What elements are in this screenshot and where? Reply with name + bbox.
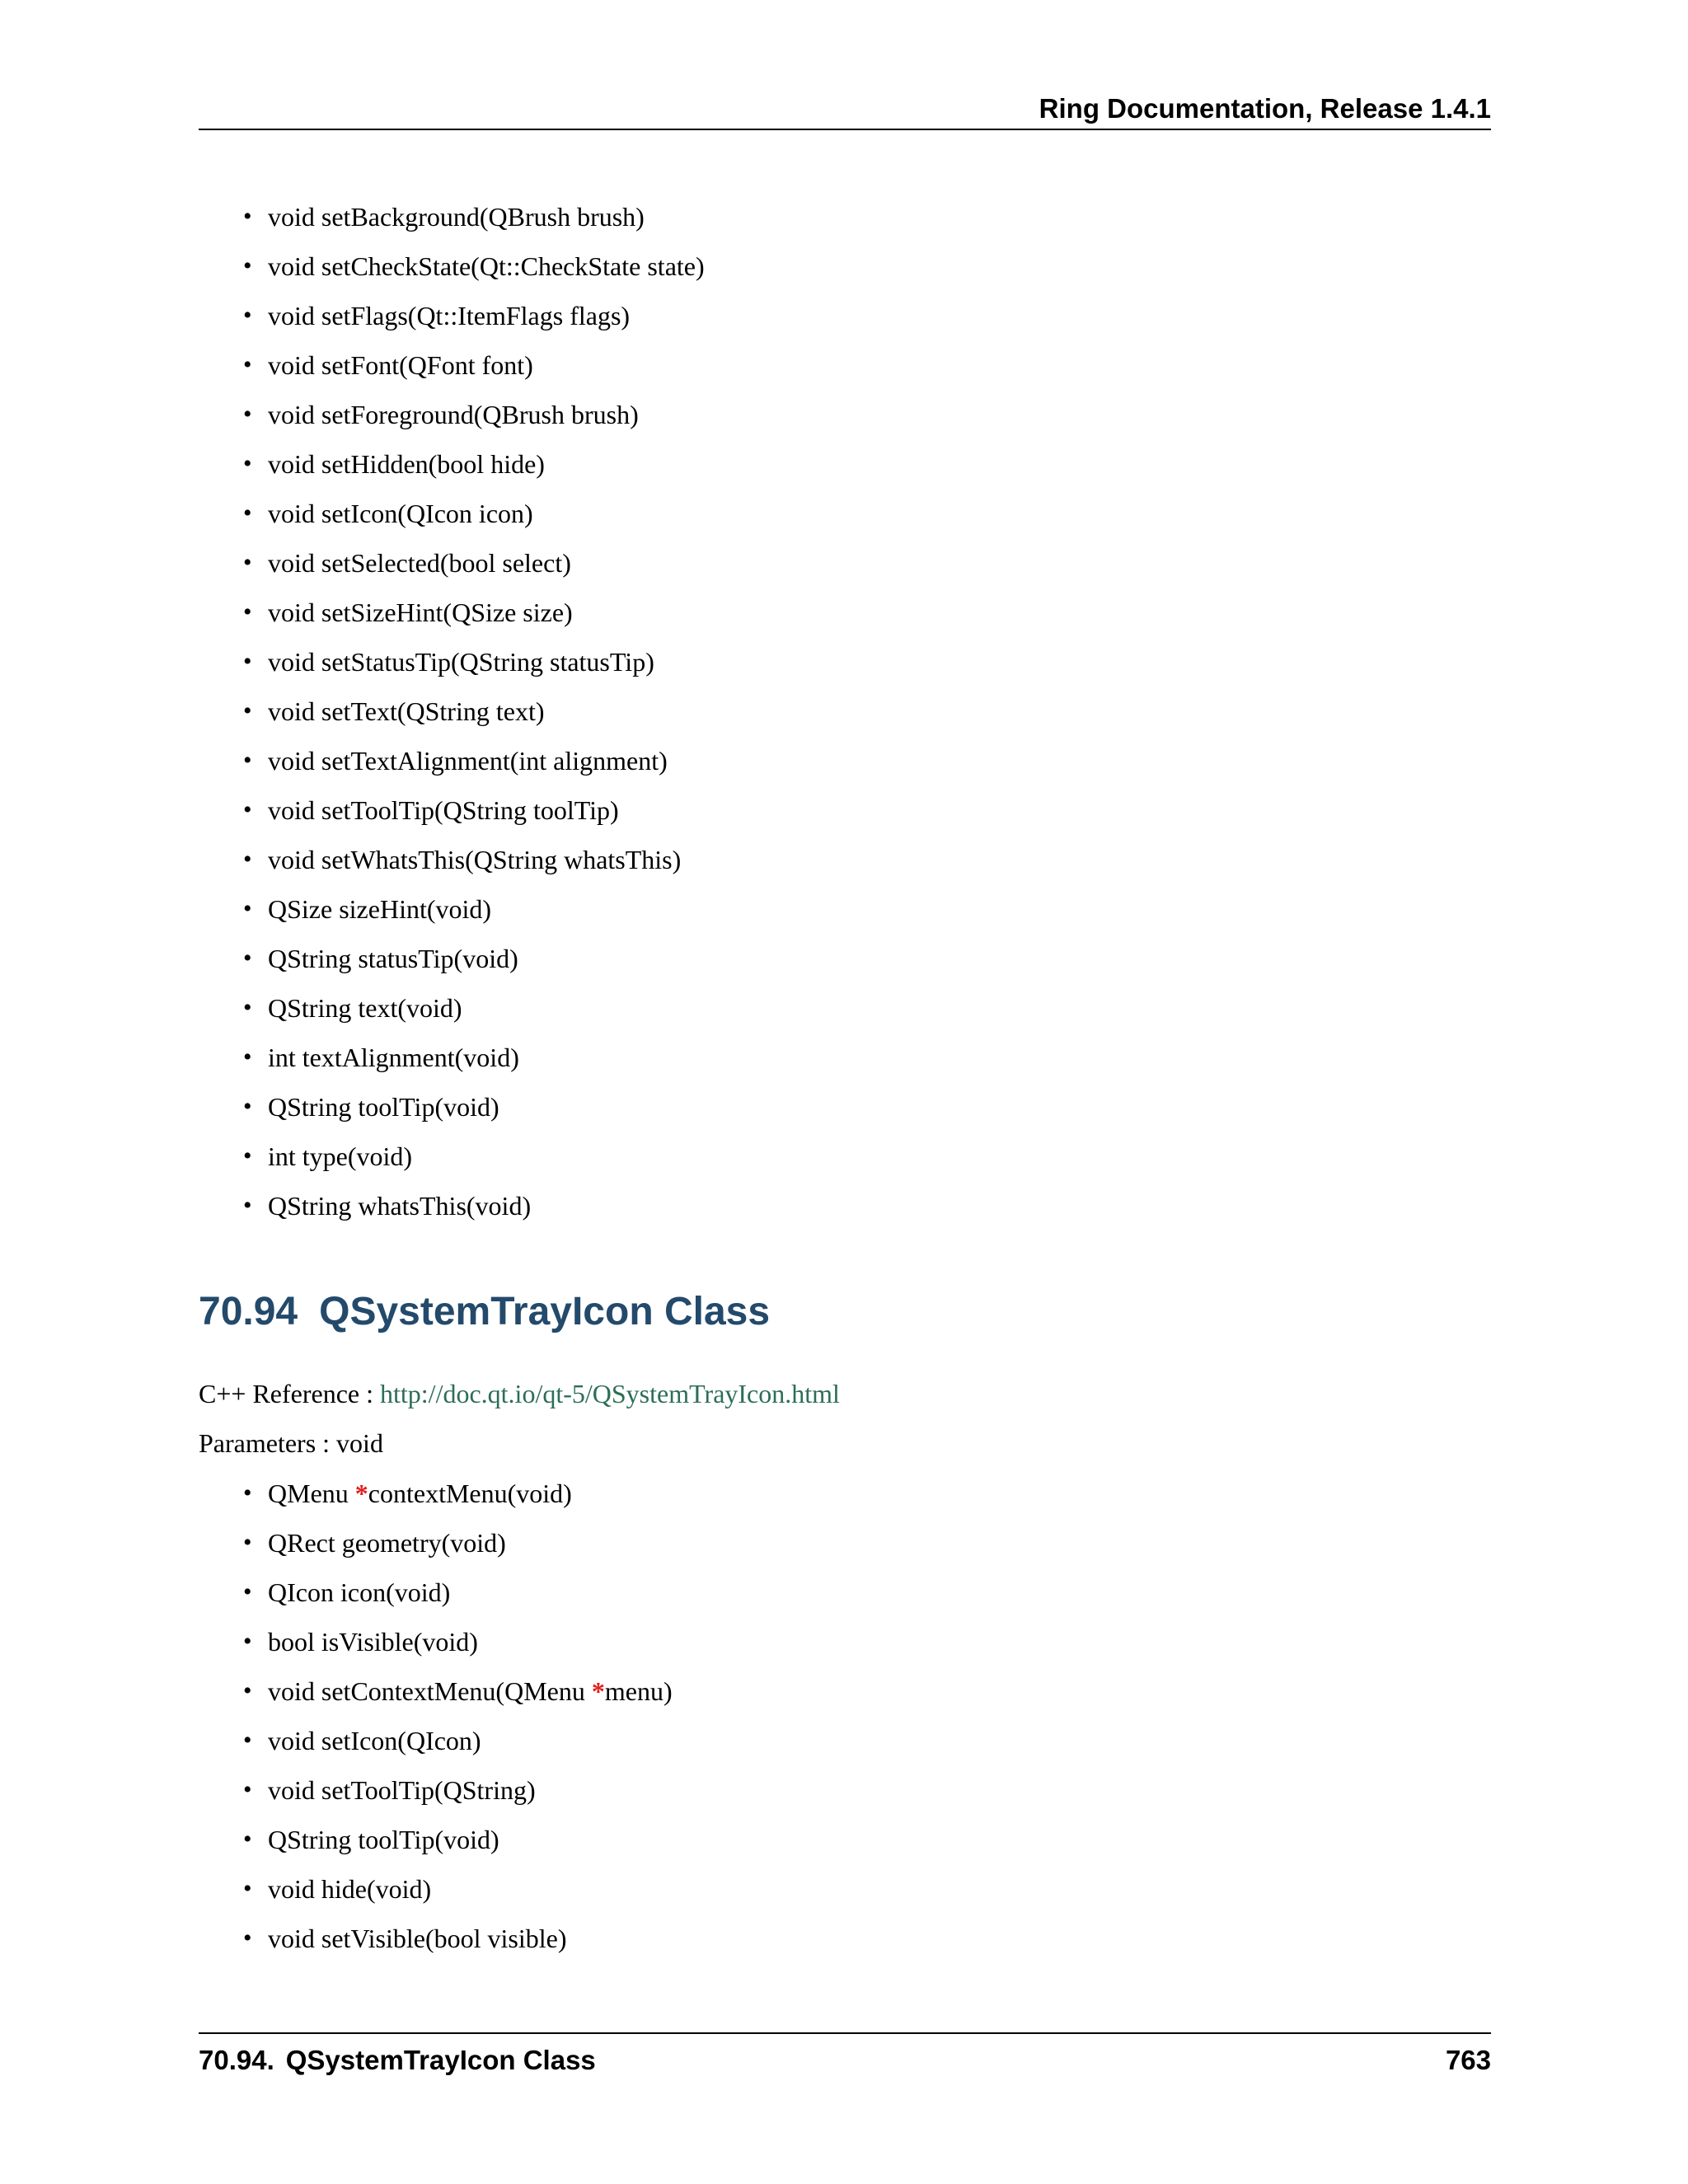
list-item: • void setToolTip(QString toolTip) [243, 785, 1397, 835]
bullet-icon: • [243, 994, 252, 1021]
page-footer [199, 2032, 1491, 2082]
footer-section-title [199, 2044, 596, 2077]
bullet-icon: • [243, 1825, 252, 1853]
bullet-icon: • [243, 648, 252, 675]
section-title: QSystemTrayIcon Class [319, 1290, 771, 1333]
bullet-icon: • [243, 499, 252, 527]
list-item: • void setSizeHint(QSize size) [243, 588, 1397, 637]
bullet-icon: • [243, 846, 252, 873]
list-item: • QString text(void) [243, 983, 1397, 1033]
list-item: • QSize sizeHint(void) [243, 884, 1397, 934]
list-item: • QString toolTip(void) [243, 1815, 1397, 1864]
footer-section-number: 70.94. [199, 2045, 274, 2075]
bullet-icon: • [243, 1192, 252, 1219]
section-heading [199, 1283, 770, 1341]
list-item: • void setFont(QFont font) [243, 340, 1397, 390]
list-item: • void setIcon(QIcon) [243, 1716, 1397, 1765]
list-item: • int type(void) [243, 1132, 1397, 1181]
bullet-icon: • [243, 1924, 252, 1952]
bullet-icon: • [243, 351, 252, 378]
bullet-icon: • [243, 895, 252, 922]
method-list-qsystemtrayicon [243, 1469, 1397, 1963]
list-item: • void setForeground(QBrush brush) [243, 390, 1397, 439]
bullet-icon: • [243, 302, 252, 329]
page-number: 763 [1445, 2045, 1491, 2075]
cpp-reference [199, 1369, 840, 1418]
bullet-icon: • [243, 549, 252, 576]
footer-section-name: QSystemTrayIcon Class [285, 2045, 596, 2075]
bullet-icon: • [243, 598, 252, 626]
page-header [199, 92, 1491, 130]
list-item: • void setBackground(QBrush brush) [243, 192, 1397, 241]
list-item: • int textAlignment(void) [243, 1033, 1397, 1082]
bullet-icon: • [243, 747, 252, 774]
bullet-icon: • [243, 1578, 252, 1605]
reference-link[interactable]: http://doc.qt.io/qt-5/QSystemTrayIcon.html [380, 1379, 840, 1408]
pointer-star: * [591, 1676, 605, 1706]
list-item: • void setContextMenu(QMenu *menu) [243, 1666, 1397, 1716]
list-item: • void setTextAlignment(int alignment) [243, 736, 1397, 785]
list-item: • void setWhatsThis(QString whatsThis) [243, 835, 1397, 884]
reference-label: C++ Reference : [199, 1379, 373, 1408]
list-item: • void setStatusTip(QString statusTip) [243, 637, 1397, 687]
document-title: Ring Documentation, Release 1.4.1 [1039, 93, 1491, 124]
bullet-icon: • [243, 1677, 252, 1704]
bullet-icon: • [243, 203, 252, 230]
list-item: • void setHidden(bool hide) [243, 439, 1397, 489]
list-item: • void hide(void) [243, 1864, 1397, 1914]
bullet-icon: • [243, 1628, 252, 1655]
bullet-icon: • [243, 1479, 252, 1507]
bullet-icon: • [243, 401, 252, 428]
list-item: • void setFlags(Qt::ItemFlags flags) [243, 291, 1397, 340]
list-item: • QString whatsThis(void) [243, 1181, 1397, 1230]
bullet-icon: • [243, 1142, 252, 1169]
bullet-icon: • [243, 1875, 252, 1902]
list-item: • void setToolTip(QString) [243, 1765, 1397, 1815]
bullet-icon: • [243, 1093, 252, 1120]
pointer-star: * [354, 1479, 368, 1508]
bullet-icon: • [243, 450, 252, 477]
method-list-continued [243, 192, 1397, 1230]
bullet-icon: • [243, 1727, 252, 1754]
list-item: • QString statusTip(void) [243, 934, 1397, 983]
bullet-icon: • [243, 697, 252, 724]
bullet-icon: • [243, 252, 252, 279]
bullet-icon: • [243, 1529, 252, 1556]
section-number: 70.94 [199, 1290, 298, 1333]
list-item: • void setIcon(QIcon icon) [243, 489, 1397, 538]
list-item: • void setVisible(bool visible) [243, 1914, 1397, 1963]
parameters-line: Parameters : void [199, 1428, 383, 1458]
list-item: • void setText(QString text) [243, 687, 1397, 736]
list-item: • void setCheckState(Qt::CheckState state) [243, 241, 1397, 291]
list-item: • QIcon icon(void) [243, 1568, 1397, 1617]
bullet-icon: • [243, 1776, 252, 1803]
bullet-icon: • [243, 944, 252, 972]
list-item: • void setSelected(bool select) [243, 538, 1397, 588]
bullet-icon: • [243, 796, 252, 823]
bullet-icon: • [243, 1043, 252, 1071]
list-item: • QString toolTip(void) [243, 1082, 1397, 1132]
list-item: • bool isVisible(void) [243, 1617, 1397, 1666]
list-item: • QRect geometry(void) [243, 1518, 1397, 1568]
list-item: • QMenu *contextMenu(void) [243, 1469, 1397, 1518]
